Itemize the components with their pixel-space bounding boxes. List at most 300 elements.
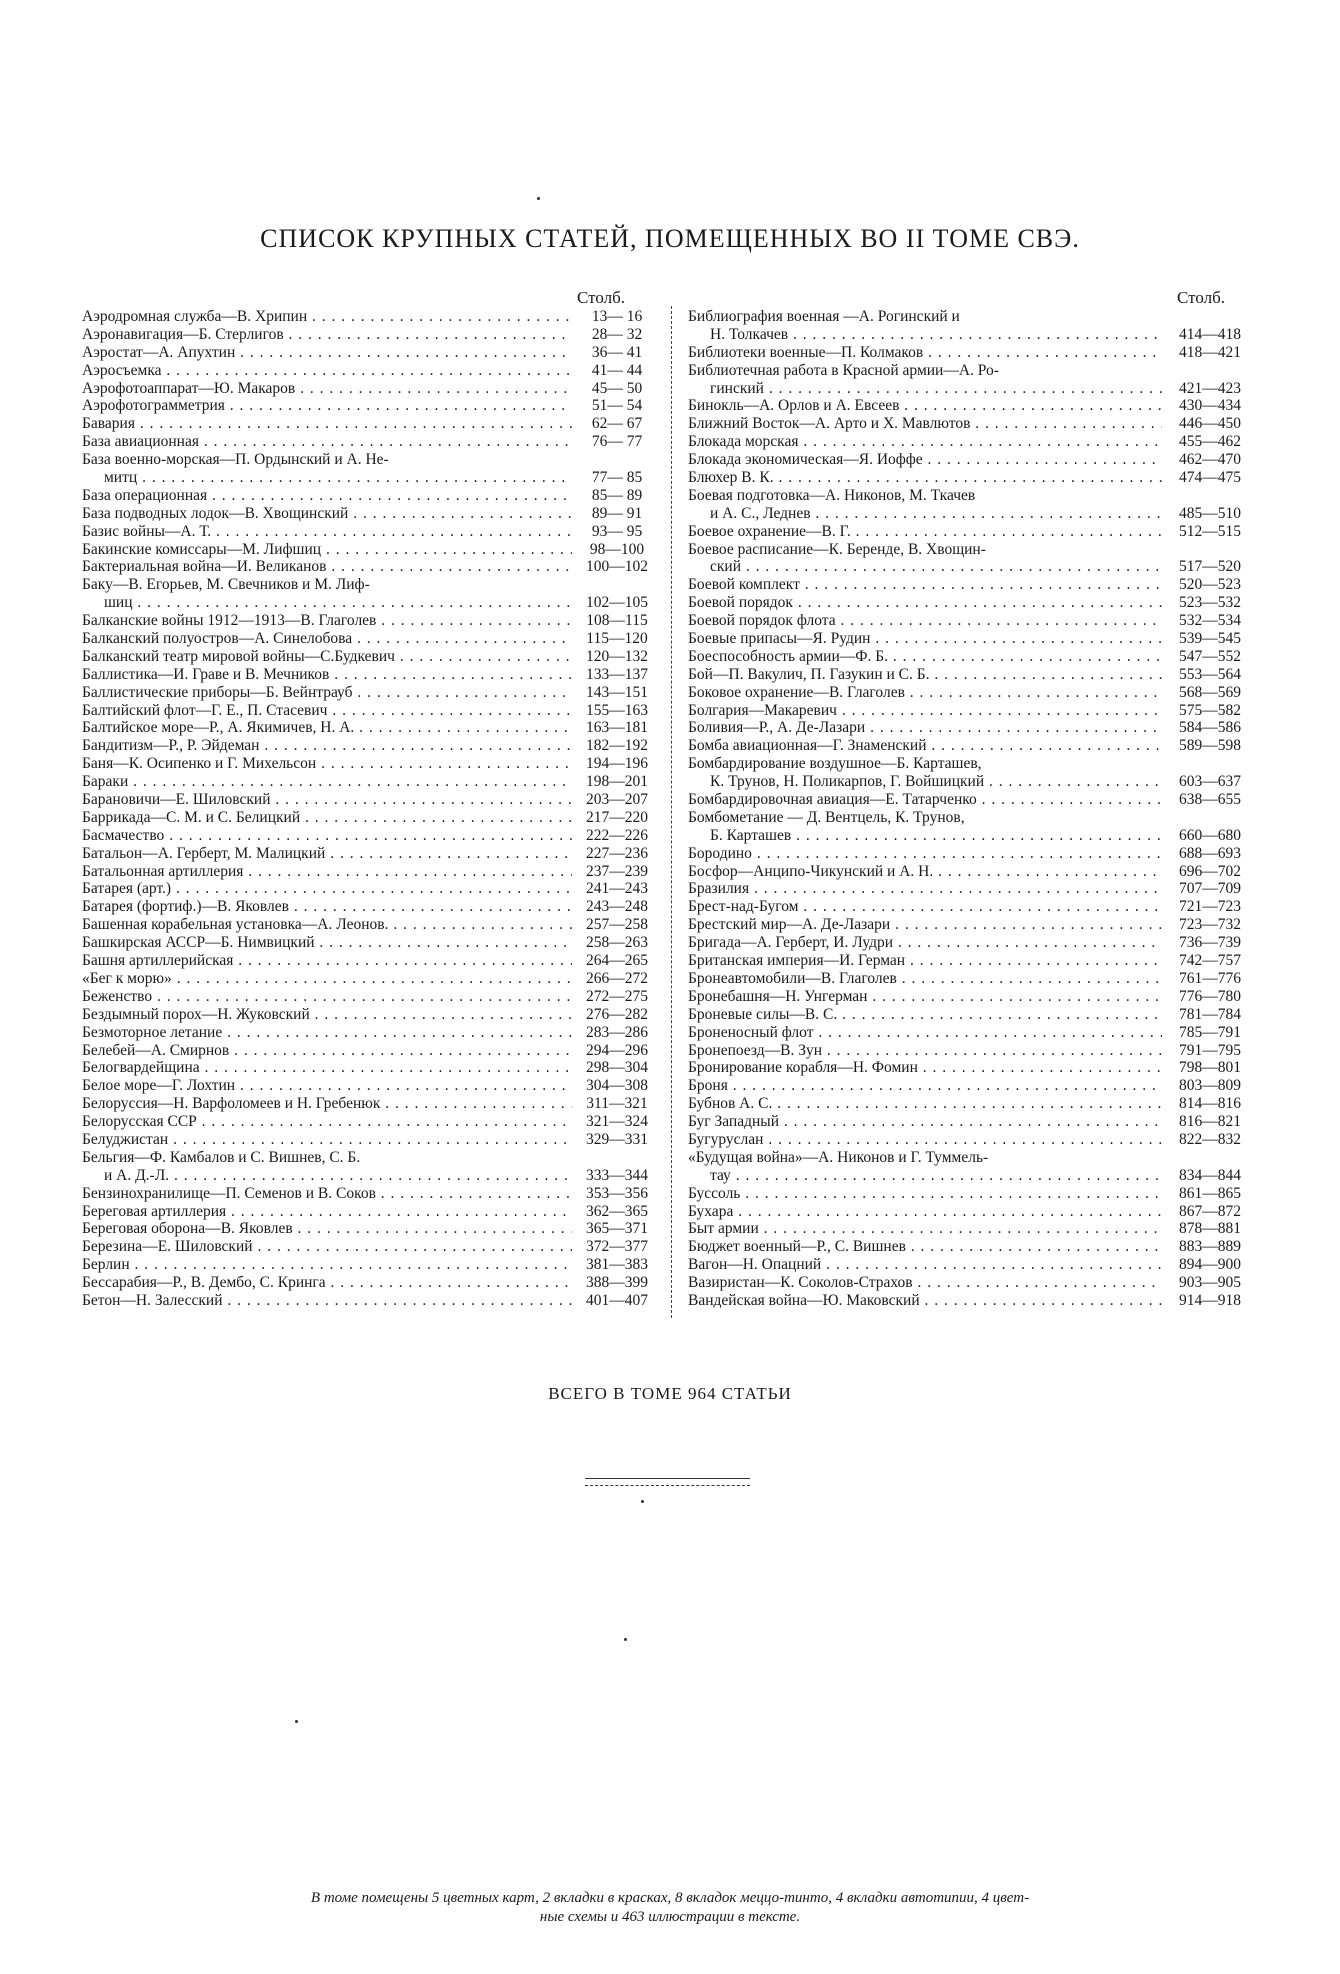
article-row — [82, 988, 662, 1006]
article-row — [82, 1077, 662, 1095]
article-columns: 257—258 — [586, 916, 648, 934]
ornament-divider — [585, 1478, 750, 1486]
article-title: «Бег к морю» . . . — [82, 970, 572, 988]
article-columns: 311—321 — [586, 1095, 648, 1113]
article-title: Боевые припасы—Я. Рудин . . . — [688, 630, 1162, 648]
article-columns: 603—637 — [1179, 773, 1241, 791]
article-title: Буссоль . . . — [688, 1185, 1162, 1203]
article-title: Болгария—Макаревич . . . — [688, 702, 1162, 720]
article-row — [82, 558, 662, 576]
article-row — [688, 755, 1258, 773]
article-row — [688, 809, 1258, 827]
article-title: Бомбардирование воздушное—Б. Карташев, — [688, 755, 982, 773]
article-title: Бандитизм—Р., Р. Эйдеман . . . — [82, 737, 572, 755]
article-row — [82, 1238, 662, 1256]
article-title: Бетон—Н. Залесский . . . — [82, 1292, 572, 1310]
article-row — [688, 648, 1258, 666]
article-row — [688, 380, 1258, 398]
article-title: и А. С., Леднев . . . — [688, 505, 1162, 523]
article-row — [82, 612, 662, 630]
article-columns: 264—265 — [586, 952, 648, 970]
article-row — [688, 719, 1258, 737]
article-title: Блокада экономическая—Я. Иоффе . . . — [688, 451, 1162, 469]
article-columns: 108—115 — [586, 612, 648, 630]
article-title: ский . . . — [688, 558, 1162, 576]
article-title: Бюджет военный—Р., С. Вишнев . . . — [688, 1238, 1162, 1256]
article-title: Босфор—Анципо-Чикунский и А. Н. . . . — [688, 863, 1162, 881]
article-title: Бубнов А. С. . . . — [688, 1095, 1162, 1113]
article-columns: 237—239 — [586, 862, 648, 880]
article-row — [82, 380, 662, 398]
article-row — [688, 845, 1258, 863]
article-columns: 418—421 — [1179, 343, 1241, 361]
article-title: митц . . . — [82, 469, 572, 487]
article-title: Аэростат—А. Апухтин . . . — [82, 344, 572, 362]
illustrations-note — [60, 1889, 1280, 1927]
article-title: Бензинохранилище—П. Семенов и В. Соков . . . — [82, 1185, 572, 1203]
article-title: Броня . . . — [688, 1077, 1162, 1095]
article-title: Библиография военная —А. Рогинский и — [688, 307, 960, 325]
article-columns: 883—889 — [1179, 1238, 1241, 1256]
article-row — [82, 916, 662, 934]
article-title: Бронебашня—Н. Унгерман . . . — [688, 988, 1162, 1006]
article-columns: 455—462 — [1179, 433, 1241, 451]
article-columns: 761—776 — [1179, 969, 1241, 987]
article-row — [688, 863, 1258, 881]
article-row — [82, 827, 662, 845]
article-row — [82, 702, 662, 720]
article-title: Бой—П. Вакулич, П. Газукин и С. Б. . . . — [688, 666, 1162, 684]
article-title: Б. Карташев . . . — [688, 827, 1162, 845]
article-title: Брестский мир—А. Де-Лазари . . . — [688, 916, 1162, 934]
article-row — [688, 1006, 1258, 1024]
article-row — [82, 1131, 662, 1149]
article-columns: 414—418 — [1179, 325, 1241, 343]
article-title: Береговая оборона—В. Яковлев . . . — [82, 1220, 572, 1238]
article-row — [688, 898, 1258, 916]
article-row — [688, 827, 1258, 845]
article-columns: 867—872 — [1179, 1202, 1241, 1220]
article-title: и А. Д.-Л. . . . — [82, 1167, 572, 1185]
article-columns: 421—423 — [1179, 379, 1241, 397]
article-title: Беженство . . . — [82, 988, 572, 1006]
article-columns: 272—275 — [586, 987, 648, 1005]
article-row — [688, 666, 1258, 684]
article-row — [688, 791, 1258, 809]
total-articles: ВСЕГО В ТОМЕ 964 СТАТЬИ — [548, 1384, 792, 1403]
article-columns: 28— 32 — [591, 325, 643, 343]
article-row — [688, 934, 1258, 952]
article-row — [82, 952, 662, 970]
article-title: Аэрофотоаппарат—Ю. Макаров . . . — [82, 380, 572, 398]
article-columns: 861—865 — [1179, 1184, 1241, 1202]
article-columns: 401—407 — [586, 1291, 648, 1309]
article-title: Балканский полуостров—А. Синелобова . . . — [82, 630, 572, 648]
article-columns: 791—795 — [1179, 1041, 1241, 1059]
right-column-header: Столб. — [1177, 288, 1225, 307]
article-title: «Будущая война»—А. Никонов и Г. Туммель- — [688, 1148, 989, 1166]
article-columns: 485—510 — [1179, 504, 1241, 522]
article-row — [82, 594, 662, 612]
article-row — [82, 737, 662, 755]
article-columns: 532—534 — [1179, 612, 1241, 630]
article-columns: 547—552 — [1179, 647, 1241, 665]
article-columns: 133—137 — [586, 665, 648, 683]
article-columns: 143—151 — [586, 683, 648, 701]
article-row — [688, 952, 1258, 970]
article-columns: 814—816 — [1179, 1095, 1241, 1113]
article-title: База операционная . . . — [82, 487, 572, 505]
article-row — [82, 326, 662, 344]
print-speck — [624, 1638, 627, 1641]
article-columns: 381—383 — [586, 1256, 648, 1274]
article-columns: 781—784 — [1179, 1005, 1241, 1023]
article-row — [82, 1292, 662, 1310]
article-columns: 241—243 — [586, 880, 648, 898]
article-row — [82, 1203, 662, 1221]
article-row — [688, 1220, 1258, 1238]
article-title: Батарея (арт.) . . . — [82, 880, 572, 898]
article-row — [688, 1131, 1258, 1149]
article-columns: 294—296 — [586, 1041, 648, 1059]
article-title: Бельгия—Ф. Камбалов и С. Вишнев, С. Б. — [82, 1148, 361, 1166]
article-title: База военно-морская—П. Ордынский и А. Не- — [82, 451, 389, 469]
article-row — [82, 970, 662, 988]
article-row — [82, 666, 662, 684]
article-title: Боливия—Р., А. Де-Лазари . . . — [688, 719, 1162, 737]
article-row — [82, 863, 662, 881]
article-columns: 362—365 — [586, 1202, 648, 1220]
article-columns: 736—739 — [1179, 934, 1241, 952]
article-columns: 76— 77 — [591, 433, 643, 451]
article-columns: 372—377 — [586, 1238, 648, 1256]
article-columns: 696—702 — [1179, 862, 1241, 880]
article-row — [688, 1077, 1258, 1095]
article-columns: 62— 67 — [591, 415, 643, 433]
article-columns: 707—709 — [1179, 880, 1241, 898]
article-row — [688, 451, 1258, 469]
print-speck — [537, 197, 540, 200]
article-row — [688, 541, 1258, 559]
article-row — [688, 326, 1258, 344]
article-row — [688, 702, 1258, 720]
article-columns: 163—181 — [586, 719, 648, 737]
article-columns: 721—723 — [1179, 898, 1241, 916]
article-columns: 182—192 — [586, 737, 648, 755]
article-row — [82, 845, 662, 863]
article-columns: 798—801 — [1179, 1059, 1241, 1077]
article-row — [82, 433, 662, 451]
article-columns: 333—344 — [586, 1166, 648, 1184]
article-columns: 584—586 — [1179, 719, 1241, 737]
article-row — [688, 1167, 1258, 1185]
right-article-column — [688, 308, 1258, 1310]
page-title: СПИСОК КРУПНЫХ СТАТЕЙ, ПОМЕЩЕННЫХ ВО II ТОМЕ СВЭ. — [260, 224, 1080, 253]
article-row — [82, 1095, 662, 1113]
article-columns: 258—263 — [586, 934, 648, 952]
article-title: Британская империя—И. Герман . . . — [688, 952, 1162, 970]
article-title: Березина—Е. Шиловский . . . — [82, 1238, 572, 1256]
article-row — [688, 1095, 1258, 1113]
article-columns: 894—900 — [1179, 1256, 1241, 1274]
article-row — [688, 308, 1258, 326]
article-row — [82, 1024, 662, 1042]
article-row — [688, 433, 1258, 451]
article-row — [688, 1274, 1258, 1292]
article-row — [688, 505, 1258, 523]
article-title: Балканский театр мировой войны—С.Будкевич . . . — [82, 648, 572, 666]
article-title: Бомбардировочная авиация—Е. Татарченко . . . — [688, 791, 1162, 809]
article-row — [82, 1167, 662, 1185]
article-title: Белебей—А. Смирнов . . . — [82, 1042, 572, 1060]
column-divider — [671, 306, 672, 1318]
article-columns: 304—308 — [586, 1077, 648, 1095]
article-columns: 430—434 — [1179, 397, 1241, 415]
article-title: Балтийский флот—Г. Е., П. Стасевич . . . — [82, 702, 572, 720]
print-speck — [295, 1720, 298, 1723]
article-row — [82, 809, 662, 827]
article-columns: 243—248 — [586, 898, 648, 916]
article-row — [82, 523, 662, 541]
article-title: Боевой комплект . . . — [688, 576, 1162, 594]
article-row — [688, 1024, 1258, 1042]
article-title: Библиотечная работа в Красной армии—А. Ро- — [688, 361, 999, 379]
article-columns: 41— 44 — [591, 361, 643, 379]
article-columns: 523—532 — [1179, 594, 1241, 612]
article-title: Аэросъемка . . . — [82, 362, 572, 380]
article-row — [688, 594, 1258, 612]
article-columns: 365—371 — [586, 1220, 648, 1238]
article-columns: 198—201 — [586, 773, 648, 791]
article-title: Баллистика—И. Граве и В. Мечников . . . — [82, 666, 572, 684]
article-columns: 298—304 — [586, 1059, 648, 1077]
article-title: Ближний Восток—А. Арто и Х. Мавлютов . . . — [688, 415, 1162, 433]
left-article-column — [82, 308, 662, 1310]
article-title: Барановичи—Е. Шиловский . . . — [82, 791, 572, 809]
article-title: Боевое охранение—В. Г. . . . — [688, 523, 1162, 541]
article-row — [82, 684, 662, 702]
article-columns: 93— 95 — [591, 522, 643, 540]
article-title: гинский . . . — [688, 380, 1162, 398]
article-row — [82, 648, 662, 666]
article-title: К. Трунов, Н. Поликарпов, Г. Войшицкий . . . — [688, 773, 1162, 791]
article-title: Боевая подготовка—А. Никонов, М. Ткачев — [688, 486, 976, 504]
article-columns: 474—475 — [1179, 469, 1241, 486]
article-row — [688, 988, 1258, 1006]
article-columns: 85— 89 — [591, 486, 643, 504]
article-columns: 776—780 — [1179, 987, 1241, 1005]
article-row — [688, 612, 1258, 630]
article-row — [688, 1185, 1258, 1203]
article-row — [82, 1042, 662, 1060]
article-title: Бактериальная война—И. Великанов . . . — [82, 558, 572, 576]
article-title: Башня артиллерийская . . . — [82, 952, 572, 970]
article-row — [82, 397, 662, 415]
article-columns: 803—809 — [1179, 1077, 1241, 1095]
article-columns: 878—881 — [1179, 1220, 1241, 1238]
article-row — [82, 898, 662, 916]
article-title: Белуджистан . . . — [82, 1131, 572, 1149]
article-row — [688, 487, 1258, 505]
article-title: Баррикада—С. М. и С. Белицкий . . . — [82, 809, 572, 827]
article-title: Бомбометание — Д. Вентцель, К. Трунов, — [688, 808, 965, 826]
article-columns: 115—120 — [586, 630, 648, 648]
article-row — [82, 576, 662, 594]
article-row — [688, 916, 1258, 934]
article-row — [688, 1042, 1258, 1060]
article-columns: 785—791 — [1179, 1023, 1241, 1041]
article-title: Блюхер В. К. . . . — [688, 469, 1162, 487]
article-columns: 89— 91 — [591, 504, 643, 522]
article-columns: 222—226 — [586, 826, 648, 844]
article-columns: 539—545 — [1179, 630, 1241, 648]
article-title: Безмоторное летание . . . — [82, 1024, 572, 1042]
article-columns: 660—680 — [1179, 826, 1241, 844]
article-title: Бронеавтомобили—В. Глаголев . . . — [688, 970, 1162, 988]
article-row — [688, 773, 1258, 791]
article-row — [688, 1256, 1258, 1274]
article-title: Балтийское море—Р., А. Якимичев, Н. А. . . . — [82, 719, 572, 737]
article-row — [688, 469, 1258, 487]
article-title: Бронепоезд—В. Зун . . . — [688, 1042, 1162, 1060]
article-title: Боеспособность армии—Ф. Б. . . . — [688, 648, 1162, 666]
article-title: Белогвардейщина . . . — [82, 1059, 572, 1077]
article-columns: 321—324 — [586, 1113, 648, 1131]
article-title: Баллистические приборы—Б. Вейнтрауб . . . — [82, 684, 572, 702]
article-row — [688, 1113, 1258, 1131]
article-title: Вазиристан—К. Соколов-Страхов . . . — [688, 1274, 1162, 1292]
article-columns: 388—399 — [586, 1274, 648, 1292]
article-row — [82, 755, 662, 773]
article-title: Батарея (фортиф.)—В. Яковлев . . . — [82, 898, 572, 916]
article-columns: 102—105 — [586, 594, 648, 612]
note-line: ные схемы и 463 иллюстрации в тексте. — [539, 1909, 801, 1925]
article-columns: 688—693 — [1179, 844, 1241, 862]
article-title: Бугуруслан . . . — [688, 1131, 1162, 1149]
article-row — [82, 505, 662, 523]
article-columns: 98—100 — [589, 540, 645, 558]
article-title: Башенная корабельная установка—А. Леонов. . . . — [82, 916, 572, 934]
article-title: Броненосный флот . . . — [688, 1024, 1162, 1042]
article-columns: 36— 41 — [591, 343, 643, 361]
article-title: Бомба авиационная—Г. Знаменский . . . — [688, 737, 1162, 755]
article-row — [688, 881, 1258, 899]
article-columns: 329—331 — [586, 1130, 648, 1148]
article-columns: 903—905 — [1179, 1274, 1241, 1292]
article-row — [82, 881, 662, 899]
article-row — [82, 791, 662, 809]
left-column-header: Столб. — [577, 288, 625, 307]
article-title: Бородино . . . — [688, 845, 1162, 863]
article-title: База авиационная . . . — [82, 433, 572, 451]
article-columns: 194—196 — [586, 755, 648, 773]
article-row — [82, 630, 662, 648]
article-row — [688, 523, 1258, 541]
article-title: тау . . . — [688, 1167, 1162, 1185]
article-title: Бараки . . . — [82, 773, 572, 791]
article-title: Белое море—Г. Лохтин . . . — [82, 1077, 572, 1095]
article-title: Бронирование корабля—Н. Фомин . . . — [688, 1059, 1162, 1077]
article-title: Боевое расписание—К. Беренде, В. Хвощин- — [688, 540, 986, 558]
article-title: Аэрофотограмметрия . . . — [82, 397, 572, 415]
article-title: Бездымный порох—Н. Жуковский . . . — [82, 1006, 572, 1024]
article-row — [82, 719, 662, 737]
article-columns: 834—844 — [1179, 1166, 1241, 1184]
article-title: Бразилия . . . — [688, 880, 1162, 898]
article-title: Библиотеки военные—П. Колмаков . . . — [688, 344, 1162, 362]
article-title: Буг Западный . . . — [688, 1113, 1162, 1131]
article-title: Балканские войны 1912—1913—В. Глаголев . . . — [82, 612, 572, 630]
article-columns: 816—821 — [1179, 1113, 1241, 1131]
article-columns: 914—918 — [1179, 1291, 1241, 1309]
article-row — [82, 773, 662, 791]
article-title: Быт армии . . . — [688, 1220, 1162, 1238]
article-title: Белоруссия—Н. Варфоломеев и Н. Гребенюк . . . — [82, 1095, 572, 1113]
article-row — [688, 415, 1258, 433]
article-columns: 266—272 — [586, 969, 648, 987]
article-columns: 353—356 — [586, 1184, 648, 1202]
article-title: шиц . . . — [82, 594, 572, 612]
article-title: Бакинские комиссары—М. Лифшиц . . . — [82, 541, 572, 559]
article-title: Берлин . . . — [82, 1256, 572, 1274]
article-columns: 51— 54 — [591, 397, 643, 415]
article-title: Вагон—Н. Опацний . . . — [688, 1256, 1162, 1274]
article-title: Боковое охранение—В. Глаголев . . . — [688, 684, 1162, 702]
article-columns: 77— 85 — [591, 469, 643, 486]
article-title: Боевой порядок . . . — [688, 594, 1162, 612]
article-title: Базис войны—А. Т. . . . — [82, 523, 572, 541]
article-columns: 203—207 — [586, 791, 648, 809]
article-row — [688, 630, 1258, 648]
article-columns: 822—832 — [1179, 1130, 1241, 1148]
article-row — [688, 1203, 1258, 1221]
article-row — [82, 1113, 662, 1131]
article-row — [688, 344, 1258, 362]
article-row — [82, 308, 662, 326]
article-title: Блокада морская . . . — [688, 433, 1162, 451]
article-columns: 742—757 — [1179, 952, 1241, 970]
article-row — [688, 397, 1258, 415]
article-title: Батальон—А. Герберт, М. Малицкий . . . — [82, 845, 572, 863]
article-columns: 155—163 — [586, 701, 648, 719]
article-columns: 283—286 — [586, 1023, 648, 1041]
article-title: Батальонная артиллерия . . . — [82, 863, 572, 881]
article-title: Бригада—А. Герберт, И. Лудри . . . — [688, 934, 1162, 952]
article-title: Бессарабия—Р., В. Дембо, С. Кринга . . . — [82, 1274, 572, 1292]
article-row — [82, 1185, 662, 1203]
article-row — [688, 1238, 1258, 1256]
article-title: Баку—В. Егорьев, М. Свечников и М. Лиф- — [82, 576, 370, 594]
article-columns: 520—523 — [1179, 576, 1241, 594]
article-row — [688, 1292, 1258, 1310]
article-row — [82, 1274, 662, 1292]
article-columns: 276—282 — [586, 1005, 648, 1023]
article-columns: 517—520 — [1179, 558, 1241, 576]
article-title: Баня—К. Осипенко и Г. Михельсон . . . — [82, 755, 572, 773]
article-columns: 120—132 — [586, 647, 648, 665]
article-row — [688, 970, 1258, 988]
article-row — [82, 934, 662, 952]
article-row — [688, 737, 1258, 755]
article-title: Брест-над-Бугом . . . — [688, 898, 1162, 916]
article-columns: 589—598 — [1179, 737, 1241, 755]
article-columns: 575—582 — [1179, 701, 1241, 719]
article-columns: 512—515 — [1179, 522, 1241, 540]
article-title: Бавария . . . — [82, 415, 572, 433]
article-title: Боевой порядок флота . . . — [688, 612, 1162, 630]
article-row — [82, 415, 662, 433]
article-row — [82, 487, 662, 505]
